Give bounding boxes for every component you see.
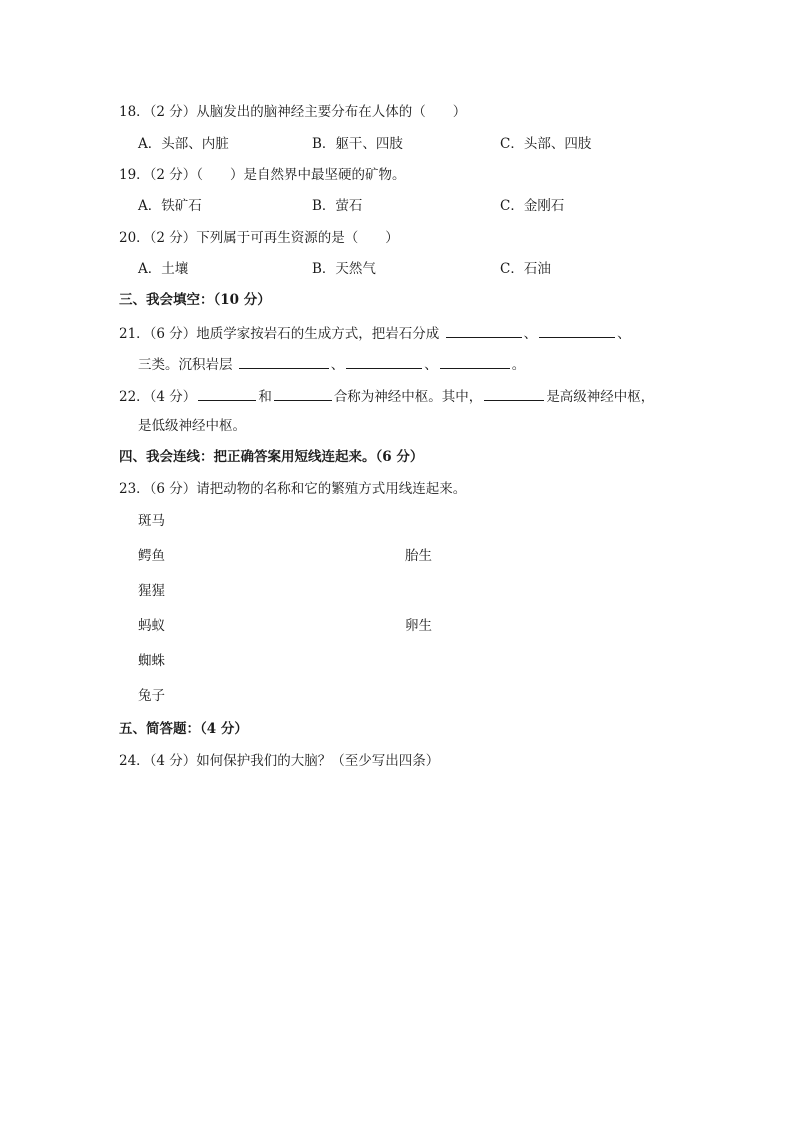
- fill-blank[interactable]: [539, 323, 615, 338]
- fill-blank[interactable]: [446, 323, 522, 338]
- question-21-separator: 、: [424, 357, 438, 373]
- question-19-stem: 19．（2 分）（ ）是自然界中最坚硬的矿物。: [119, 167, 406, 183]
- question-21-separator: 、: [330, 357, 345, 373]
- mode-viviparous[interactable]: 胎生: [405, 548, 432, 564]
- question-19-option-b: B．萤石: [312, 198, 363, 214]
- section-5-title: 五、简答题：（4 分）: [119, 721, 248, 737]
- question-20-option-a: A．土壤: [138, 261, 189, 277]
- animal-spider[interactable]: 蜘蛛: [138, 653, 165, 669]
- question-22-mid: 合称为神经中枢。其中，: [333, 389, 483, 405]
- question-20-option-b: B．天然气: [312, 261, 376, 277]
- animal-ant[interactable]: 蚂蚁: [138, 618, 165, 634]
- animal-zebra[interactable]: 斑马: [138, 513, 165, 529]
- animal-rabbit[interactable]: 兔子: [138, 688, 165, 704]
- question-22-high: 是高级神经中枢，: [546, 389, 655, 405]
- question-19-option-c: C．金刚石: [500, 198, 565, 214]
- mode-oviparous[interactable]: 卵生: [405, 618, 432, 634]
- question-21-separator: 、: [617, 326, 631, 342]
- question-19-option-a: A．铁矿石: [138, 198, 202, 214]
- question-18-option-c: C．头部、四肢: [500, 136, 592, 152]
- question-23-stem: 23．（6 分）请把动物的名称和它的繁殖方式用线连起来。: [119, 481, 467, 497]
- fill-blank[interactable]: [346, 354, 422, 369]
- fill-blank[interactable]: [274, 386, 332, 401]
- section-4-title: 四、我会连线：把正确答案用短线连起来。（6 分）: [119, 449, 424, 465]
- animal-crocodile[interactable]: 鳄鱼: [138, 548, 165, 564]
- question-18-option-b: B．躯干、四肢: [312, 136, 403, 152]
- animal-orangutan[interactable]: 猩猩: [138, 583, 165, 599]
- question-21-text-2: 三类。沉积岩层: [138, 357, 233, 373]
- fill-blank[interactable]: [239, 354, 329, 369]
- question-21-end: 。: [511, 357, 526, 373]
- section-3-title: 三、我会填空：（10 分）: [119, 292, 271, 308]
- question-22-line-2: 是低级神经中枢。: [138, 418, 246, 434]
- fill-blank[interactable]: [198, 386, 256, 401]
- question-21-line-1: [119, 323, 631, 343]
- question-22-prefix: 22．（4 分）: [119, 389, 197, 405]
- fill-blank[interactable]: [484, 386, 544, 401]
- question-22-line-1: [119, 386, 654, 406]
- question-22-and: 和: [258, 389, 272, 405]
- question-21-line-2: [138, 354, 525, 374]
- question-21-separator: 、: [523, 326, 538, 342]
- fill-blank[interactable]: [440, 354, 510, 369]
- question-21-text-1: 21．（6 分）地质学家按岩石的生成方式，把岩石分成: [119, 326, 440, 342]
- question-24-stem: 24．（4 分）如何保护我们的大脑？（至少写出四条）: [119, 753, 440, 769]
- question-18-stem: 18．（2 分）从脑发出的脑神经主要分布在人体的（ ）: [119, 104, 467, 120]
- question-18-option-a: A．头部、内脏: [138, 136, 229, 152]
- question-20-option-c: C．石油: [500, 261, 551, 277]
- question-20-stem: 20．（2 分）下列属于可再生资源的是（ ）: [119, 230, 399, 246]
